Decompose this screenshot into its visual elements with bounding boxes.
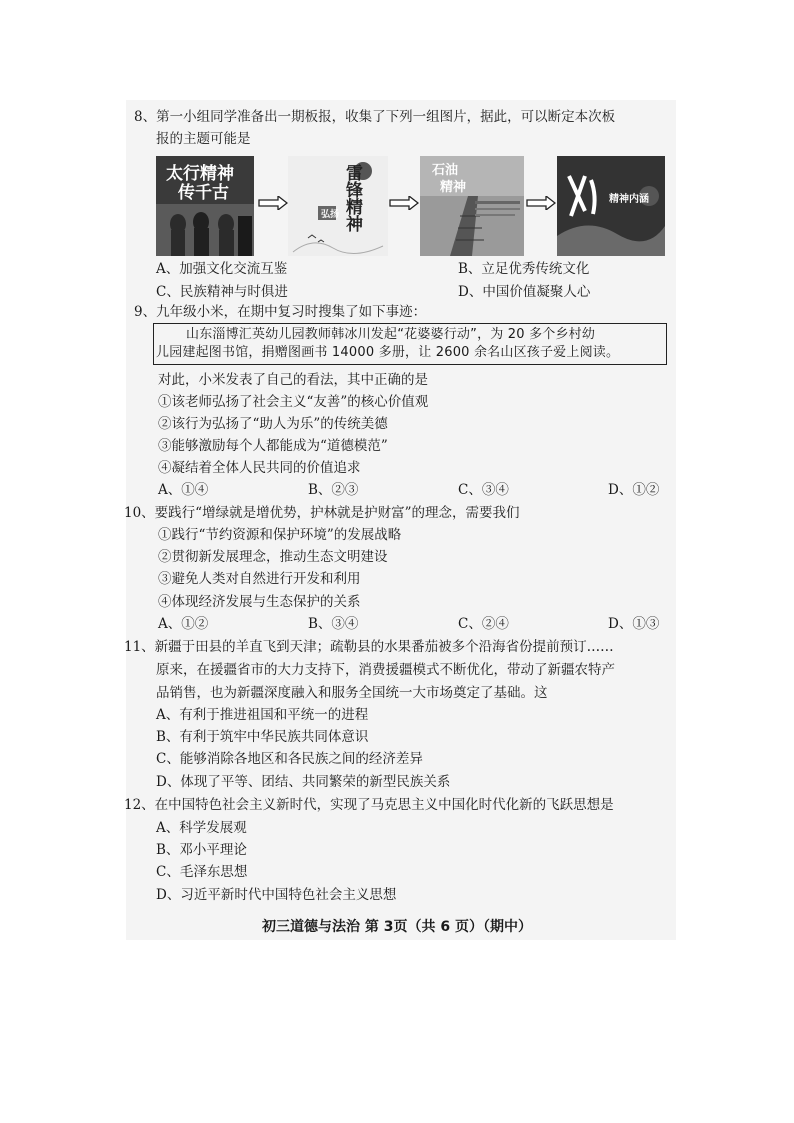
q10-stem: 10、要践行“增绿就是增优势，护林就是护财富”的理念，需要我们	[124, 505, 520, 521]
q9-lead: 对此，小米发表了自己的看法，其中正确的是	[158, 372, 428, 388]
q9-option-a: A、①④	[158, 482, 209, 498]
arrow-right-icon	[389, 196, 419, 210]
img2-sub: 弘扬	[321, 210, 340, 220]
img3-title-b: 精神	[440, 180, 467, 195]
arrow-right-icon	[258, 196, 288, 210]
page-footer: 初三道德与法治 第 3页（共 6 页）（期中）	[262, 919, 532, 935]
q10-item-3: ③避免人类对自然进行开发和利用	[158, 571, 361, 587]
q9-option-b: B、②③	[308, 482, 359, 498]
q10-item-2: ②贯彻新发展理念，推动生态文明建设	[158, 549, 388, 565]
q8-image-leifeng-spirit	[288, 156, 388, 256]
q9-box-line1: 山东淄博汇英幼儿园教师韩冰川发起“花婆婆行动”，为 20 多个乡村幼	[186, 327, 596, 342]
q8-option-a: A、加强文化交流互鉴	[156, 261, 288, 277]
q11-stem-line3: 品销售，也为新疆深度融入和服务全国统一大市场奠定了基础。这	[156, 685, 548, 701]
q9-item-2: ②该行为弘扬了“助人为乐”的传统美德	[158, 416, 388, 432]
q12-option-c: C、毛泽东思想	[156, 864, 248, 880]
q11-option-d: D、体现了平等、团结、共同繁荣的新型民族关系	[156, 774, 451, 790]
q8-image-spirit-connotation	[557, 156, 665, 256]
q8-option-b: B、立足优秀传统文化	[458, 261, 590, 277]
img1-title-b: 传千古	[178, 183, 229, 203]
q10-item-1: ①践行“节约资源和保护环境”的发展战略	[158, 527, 402, 543]
q10-item-4: ④体现经济发展与生态保护的关系	[158, 594, 361, 610]
q9-box-line2: 儿园建起图书馆，捐赠图画书 14000 多册，让 2600 余名山区孩子爱上阅读。	[156, 345, 620, 360]
q10-option-a: A、①②	[158, 616, 209, 632]
img4-title: 精神内涵	[609, 194, 649, 205]
arrow-right-icon	[526, 196, 556, 210]
img2-title: 雷锋精神	[342, 164, 362, 232]
q12-option-a: A、科学发展观	[156, 820, 247, 836]
q9-item-4: ④凝结着全体人民共同的价值追求	[158, 460, 361, 476]
q10-option-b: B、③④	[308, 616, 359, 632]
q11-option-a: A、有利于推进祖国和平统一的进程	[156, 707, 369, 723]
img3-title-a: 石油	[432, 163, 459, 178]
q9-option-d: D、①②	[608, 482, 660, 498]
q8-stem-line2: 报的主题可能是	[156, 131, 251, 147]
q12-stem: 12、在中国特色社会主义新时代，实现了马克思主义中国化时代化新的飞跃思想是	[124, 797, 614, 813]
q10-option-c: C、②④	[458, 616, 509, 632]
q8-image-oil-spirit	[420, 156, 524, 256]
q12-option-d: D、习近平新时代中国特色社会主义思想	[156, 887, 397, 903]
q9-option-c: C、③④	[458, 482, 509, 498]
q9-item-3: ③能够激励每个人都能成为“道德模范”	[158, 438, 388, 454]
q11-option-b: B、有利于筑牢中华民族共同体意识	[156, 729, 369, 745]
q11-option-c: C、能够消除各地区和各民族之间的经济差异	[156, 751, 423, 767]
q11-stem-line2: 原来，在援疆省市的大力支持下，消费援疆模式不断优化，带动了新疆农特产	[156, 662, 615, 678]
img1-title-a: 太行精神	[166, 164, 234, 184]
q9-story-box	[153, 323, 667, 365]
q8-image-taihang-spirit	[156, 156, 254, 256]
q8-stem-line1: 8、第一小组同学准备出一期板报，收集了下列一组图片，据此，可以断定本次板	[134, 109, 616, 125]
q8-option-c: C、民族精神与时俱进	[156, 284, 288, 300]
q10-option-d: D、①③	[608, 616, 660, 632]
q9-stem: 9、九年级小米，在期中复习时搜集了如下事迹：	[134, 304, 427, 320]
q12-option-b: B、邓小平理论	[156, 842, 247, 858]
q8-option-d: D、中国价值凝聚人心	[458, 284, 591, 300]
q11-stem-line1: 11、新疆于田县的羊直飞到天津；疏勒县的水果番茄被多个沿海省份提前预订……	[124, 639, 614, 655]
q9-item-1: ①该老师弘扬了社会主义“友善”的核心价值观	[158, 394, 429, 410]
